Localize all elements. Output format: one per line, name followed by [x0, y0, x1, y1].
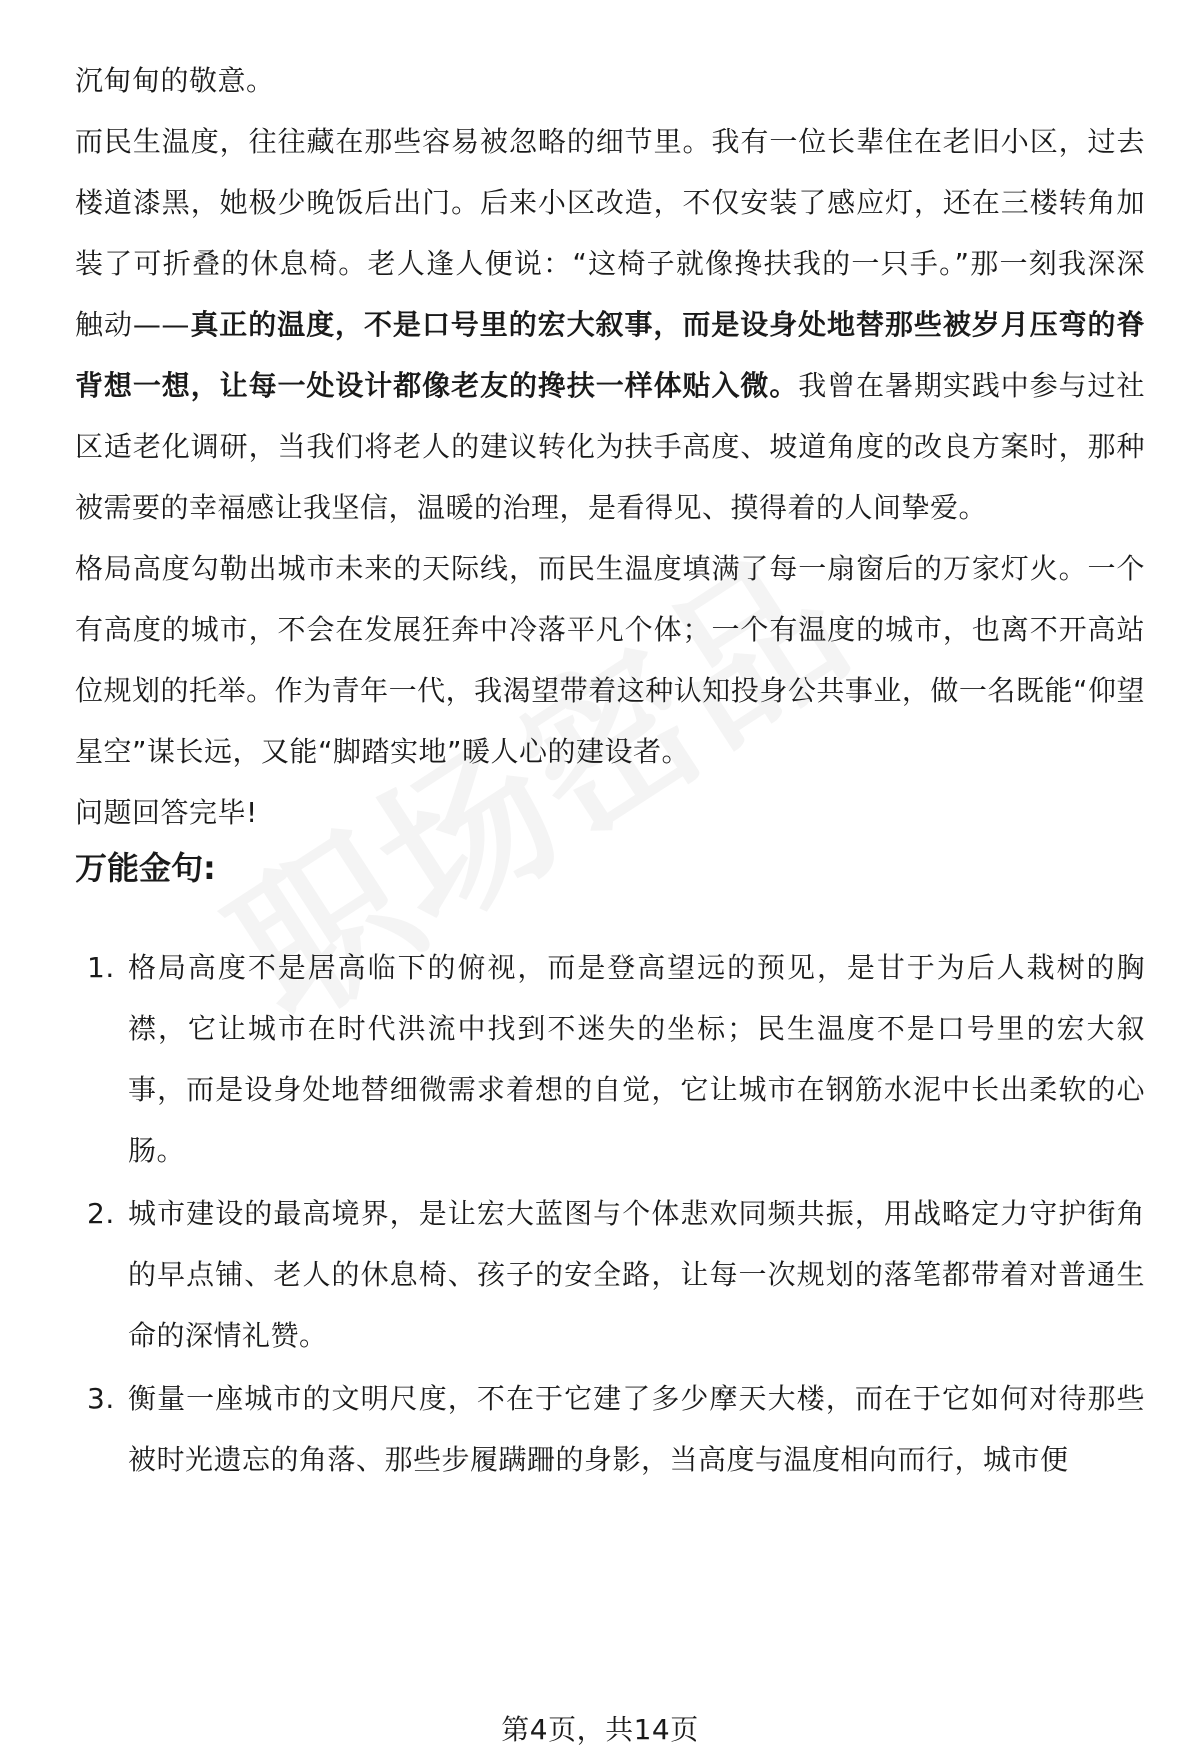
- quote-number: 3.: [87, 1382, 115, 1415]
- closing-line: 问题回答完毕!: [75, 796, 258, 829]
- quote-text: 城市建设的最高境界，是让宏大蓝图与个体悲欢同频共振，用战略定力守护街角的早点铺、老人的休息椅、孩子的安全路，让每一次规划的落笔都带着对普通生命的深情礼赞。: [128, 1197, 1145, 1352]
- quote-item: [75, 1368, 1145, 1490]
- page-number-footer: 第4页，共14页: [501, 1713, 699, 1746]
- quote-list: [75, 937, 1145, 1490]
- paragraph-2-lead: 而民生温度，往往藏在那些容易被忽略的细节里。我有一位长辈住在老旧小区，过去楼道漆黑，她极少晚饭后出门。后来小区改造，不仅安装了感应灯，还在三楼转角加装了可折叠的休息椅。老人逢人便说：“这椅子就像搀扶我的一只手。”那一刻我深深触动——: [75, 125, 1145, 341]
- quote-text: 衡量一座城市的文明尺度，不在于它建了多少摩天大楼，而在于它如何对待那些被时光遗忘的角落、那些步履蹒跚的身影，当高度与温度相向而行，城市便: [128, 1382, 1145, 1476]
- paragraph-3: 格局高度勾勒出城市未来的天际线，而民生温度填满了每一扇窗后的万家灯火。一个有高度的城市，不会在发展狂奔中冷落平凡个体；一个有温度的城市，也离不开高站位规划的托举。作为青年一代，我渴望带着这种认知投身公共事业，做一名既能“仰望星空”谋长远，又能“脚踏实地”暖人心的建设者。: [75, 552, 1145, 768]
- quote-text: 格局高度不是居高临下的俯视，而是登高望远的预见，是甘于为后人栽树的胸襟，它让城市在时代洪流中找到不迷失的坐标；民生温度不是口号里的宏大叙事，而是设身处地替细微需求着想的自觉，它让城市在钢筋水泥中长出柔软的心肠。: [128, 951, 1145, 1167]
- paragraph-2: [75, 111, 1145, 538]
- quote-number: 2.: [87, 1197, 115, 1230]
- quote-number: 1.: [87, 951, 115, 984]
- quote-item: [75, 937, 1145, 1181]
- document-page: [75, 50, 1145, 1492]
- section-heading: 万能金句:: [75, 849, 216, 887]
- paragraph-2-tail: 我曾在暑期实践中参与过社区适老化调研，当我们将老人的建议转化为扶手高度、坡道角度的改良方案时，那种被需要的幸福感让我坚信，温暖的治理，是看得见、摸得着的人间挚爱。: [75, 369, 1145, 524]
- paragraph-1: 沉甸甸的敬意。: [75, 64, 275, 97]
- paragraph-2-emphasis: 真正的温度，不是口号里的宏大叙事，而是设身处地替那些被岁月压弯的脊背想一想，让每一处设计都像老友的搀扶一样体贴入微。: [75, 308, 1145, 402]
- quote-item: [75, 1183, 1145, 1366]
